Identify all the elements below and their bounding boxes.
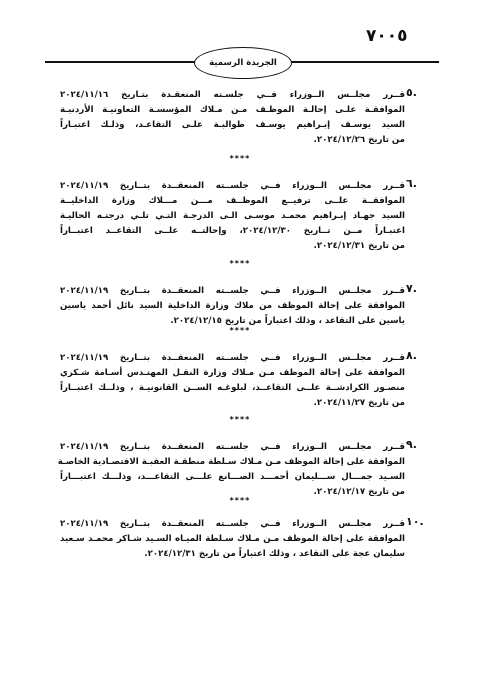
decree-line: الموافقة على إحالة الموظف مـن مـلاك سـلطة منطقـة العقبـة الاقتصـادية الخاصـة (57, 457, 405, 467)
decree-line: قــرر مجلــس الــوزراء فــي جلســته المنعقــدة بتــاريخ ٢٠٢٤/١١/١٩ (60, 442, 405, 452)
decree-line: ياسين على التقاعد ، وذلك اعتباراً من تاريخ ٢٠٢٤/١٢/١٥. (170, 316, 405, 326)
section-separator: **** (229, 154, 251, 163)
decree-line: الموافقة على إحالة الموظف مـن مـلاك وزارة النقـل المهنـدس أسـامة شـكري (60, 368, 405, 378)
decree-line: الموافقـة علـى إحالـة الموظـف مـن مـلاك المؤسسـة التعاونيـة الأردنيـة (60, 105, 405, 115)
decree-line: الموافقة على إحالة الموظف من ملاك وزارة الداخلية السيد نائل أحمد ياسين (60, 301, 405, 311)
decree-line: قــرر مجلــس الــوزراء فــي جلســته المنعقــدة بتــاريخ ٢٠٢٤/١١/١٩ (60, 181, 405, 191)
decree-number: ٨. (406, 349, 417, 362)
decree-line: السيد جهـاد إبـراهيم محمـد موسـى الـى الدرجـة التـي تلـي درجتـه الحاليـة (60, 211, 405, 221)
decree-text (60, 517, 405, 562)
decree-line: اعتبـاراً مــن تــاريخ ٢٠٢٤/١٢/٣٠، وإحالتــه علــى التقاعــد اعتبــاراً (60, 226, 405, 236)
decree-line: من تاريخ ٢٠٢٤/١١/٢٧. (313, 398, 405, 408)
decree-number: ١٠. (406, 515, 424, 528)
decree-line: قــرر مجلــس الــوزراء فــي جلسـته المنعقـدة بتـاريخ ٢٠٢٤/١١/١٦ (60, 90, 405, 100)
gazette-title: الجريدة الرسمية (194, 47, 292, 79)
section-separator: **** (229, 496, 251, 505)
decree-text (60, 88, 405, 148)
decree-line: منصـور الكرادشــة علــى التقاعــد، لبلوغـه الســن القانونيـة ، وذلــك اعتبــاراً (60, 383, 405, 393)
decree-line: قــرر مجلــس الــوزراء فــي جلســته المنعقــدة بتــاريخ ٢٠٢٤/١١/١٩ (60, 519, 405, 529)
page-number: ٧٠٠٥ (366, 26, 408, 46)
decree-text (60, 179, 405, 254)
decree-line: سليمان عجة على التقاعد ، وذلك اعتباراً من تاريخ ٢٠٢٤/١٢/٣١. (144, 549, 405, 559)
decree-number: ٦. (406, 177, 417, 190)
section-separator: **** (229, 415, 251, 424)
decree-text (57, 440, 405, 500)
decree-number: ٧. (406, 282, 417, 295)
decree-line: السـيد جمـــال ســـليمان أحمـــد الصـــانع علـــى التقاعـــد، وذلـــك اعتبـــاراً (60, 472, 405, 482)
decree-line: الموافقــة علــى ترفيــع الموظــف مـــن مـــلاك وزارة الداخليــة (60, 196, 405, 206)
section-separator: **** (229, 326, 251, 335)
decree-line: السيد يوسـف إبـراهيم يوسـف طوالبـة علـى التقاعـد، وذلـك اعتبـاراً (60, 120, 405, 130)
section-separator: **** (229, 259, 251, 268)
decree-number: ٥. (406, 86, 417, 99)
decree-text (60, 284, 405, 329)
decree-line: قــرر مجلــس الــوزراء فــي جلســته المنعقــدة بتــاريخ ٢٠٢٤/١١/١٩ (60, 353, 405, 363)
decree-line: من تاريخ ٢٠٢٤/١٢/٢٦. (313, 135, 405, 145)
decree-line: من تاريخ ٢٠٢٤/١٢/١٧. (313, 487, 405, 497)
decree-number: ٩. (406, 438, 417, 451)
decree-text (60, 351, 405, 411)
decree-line: قــرر مجلــس الــوزراء فــي جلســته المنعقــدة بتــاريخ ٢٠٢٤/١١/١٩ (60, 286, 405, 296)
decree-line: من تاريخ ٢٠٢٤/١٢/٣١. (313, 241, 405, 251)
decree-line: الموافقة على إحالة الموظف مـن مـلاك سـلطة الميـاه السـيد شـاكر محمـد سـعيد (60, 534, 405, 544)
